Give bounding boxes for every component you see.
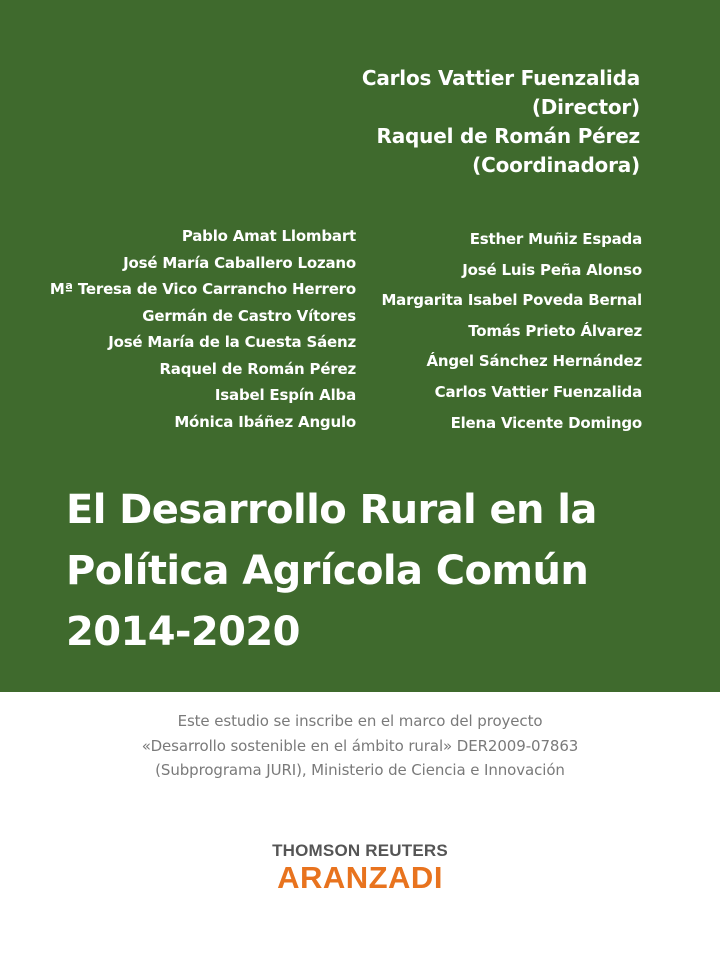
project-note-line: (Subprograma JURI), Ministerio de Ciencia e Innovación	[155, 761, 565, 779]
project-note	[0, 709, 720, 783]
author-name: Raquel de Román Pérez	[159, 359, 356, 378]
editor-director-role: (Director)	[531, 95, 640, 119]
author-name: José Luis Peña Alonso	[462, 260, 642, 279]
publisher-name-top: THOMSON REUTERS	[272, 841, 448, 860]
title-years: 2014-2020	[66, 609, 300, 655]
title-line: Política Agrícola Común	[66, 548, 589, 594]
author-name: José María Caballero Lozano	[123, 253, 356, 272]
author-name: Tomás Prieto Álvarez	[468, 321, 642, 340]
author-name: Mª Teresa de Vico Carrancho Herrero	[49, 280, 356, 298]
publisher-logo	[0, 840, 720, 894]
author-name: Elena Vicente Domingo	[450, 413, 642, 432]
project-note-line: Este estudio se inscribe en el marco del proyecto	[177, 712, 543, 730]
authors-list-left	[50, 223, 356, 435]
author-name: Isabel Espín Alba	[214, 386, 356, 404]
author-name: José María de la Cuesta Sáenz	[108, 333, 356, 351]
authors-list-right	[381, 224, 642, 438]
title-line: El Desarrollo Rural en la	[66, 487, 597, 533]
author-name: Germán de Castro Vítores	[142, 306, 356, 325]
author-name: Carlos Vattier Fuenzalida	[434, 382, 642, 401]
project-note-line: «Desarrollo sostenible en el ámbito rural» DER2009-07863	[141, 736, 579, 755]
editor-coordinator-role: (Coordinadora)	[472, 153, 640, 177]
publisher-name-bottom: ARANZADI	[277, 860, 443, 895]
editor-director-name: Carlos Vattier Fuenzalida	[361, 66, 640, 90]
author-name: Esther Muñiz Espada	[469, 230, 642, 248]
author-name: Margarita Isabel Poveda Bernal	[381, 291, 642, 310]
author-name: Pablo Amat Llombart	[181, 227, 356, 245]
author-name: Mónica Ibáñez Angulo	[174, 412, 356, 431]
book-title	[66, 480, 597, 663]
author-name: Ángel Sánchez Hernández	[426, 352, 642, 371]
editor-coordinator-name: Raquel de Román Pérez	[376, 124, 640, 148]
editors-block	[362, 64, 640, 180]
